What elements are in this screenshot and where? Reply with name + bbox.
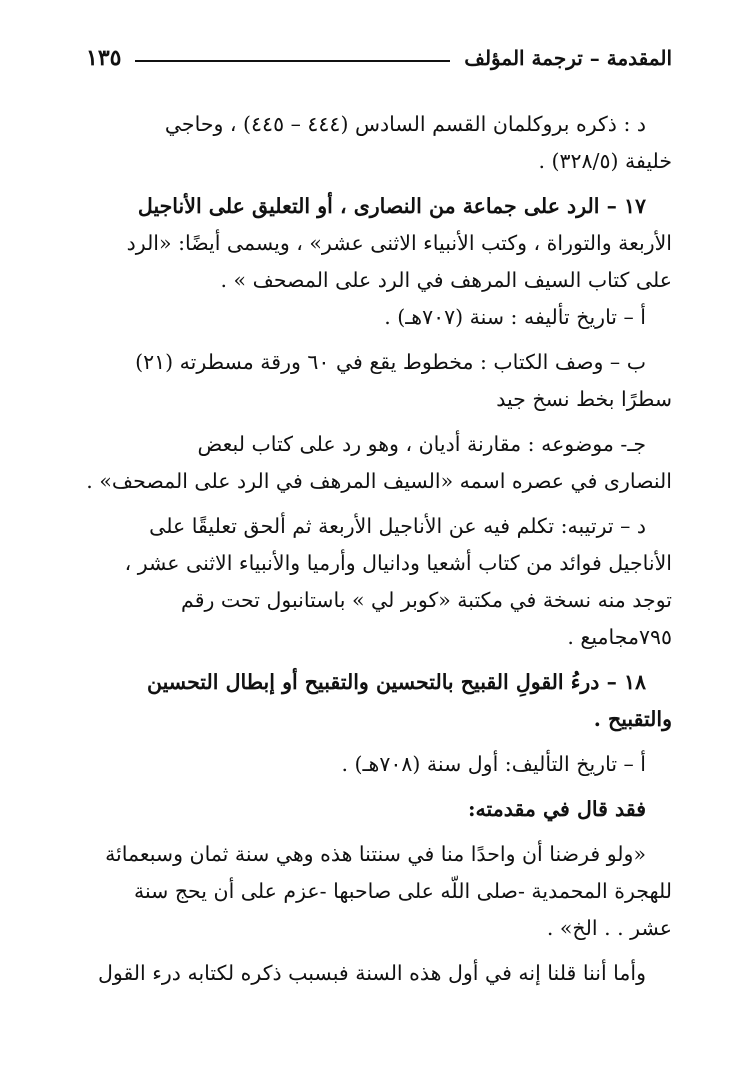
text-line: أ – تاريخ التأليف: أول سنة (٧٠٨هـ) . [341,752,646,776]
quote-line: للهجرة المحمدية -صلى اللّه على صاحبها -عزم على أن يحج سنة [133,879,672,903]
page-number: ١٣٥ [86,45,122,71]
text-line: ب – وصف الكتاب : مخطوط يقع في ٦٠ ورقة مسطرته (٢١) [135,350,646,374]
text-line: جـ- موضوعه : مقارنة أديان ، وهو رد على كتاب لبعض [197,432,646,456]
header-title: المقدمة – ترجمة المؤلف [464,46,672,70]
text-line: أ – تاريخ تأليفه : سنة (٧٠٧هـ) . [384,305,646,329]
quote-line: «ولو فرضنا أن واحدًا منا في سنتنا هذه وهي سنة ثمان وسبعمائة [105,842,646,866]
text-line: د : ذكره بروكلمان القسم السادس (٤٤٤ – ٤٤٥) ، وحاجي [164,112,646,136]
text-line: الأربعة والتوراة ، وكتب الأنبياء الاثنى عشر» ، ويسمى أيضًا: «الرد [126,231,672,255]
text-line: سطرًا بخط نسخ جيد [496,387,672,411]
text-line: وأما أننا قلنا إنه في أول هذه السنة فبسبب ذكره لكتابه درء القول [97,961,646,985]
text-line: خليفة (٣٢٨/٥) . [538,149,672,173]
text-line: الأناجيل فوائد من كتاب أشعيا ودانيال وأرميا والأنبياء الاثنى عشر ، [124,551,672,575]
section-heading-17: ١٧ – الرد على جماعة من النصارى ، أو التعليق على الأناجيل [137,194,646,218]
text-line: د – ترتيبه: تكلم فيه عن الأناجيل الأربعة ثم ألحق تعليقًا على [149,514,646,538]
quote-line: عشر . . الخ» . [546,916,672,940]
text-line: النصارى في عصره اسمه «السيف المرهف في الرد على المصحف» . [86,469,672,493]
section-heading-18-cont: والتقبيح . [593,707,672,731]
text-line: على كتاب السيف المرهف في الرد على المصحف » . [220,268,672,292]
page-body [80,106,672,992]
text-line: ٧٩٥مجاميع . [567,625,672,649]
section-heading-18: ١٨ – درءُ القولِ القبيح بالتحسين والتقبيح أو إبطال التحسين [147,670,646,694]
running-header [86,40,672,76]
text-line: فقد قال في مقدمته: [467,797,646,821]
header-rule [135,60,450,62]
text-line: توجد منه نسخة في مكتبة «كوبر لي » باستانبول تحت رقم [181,588,672,612]
